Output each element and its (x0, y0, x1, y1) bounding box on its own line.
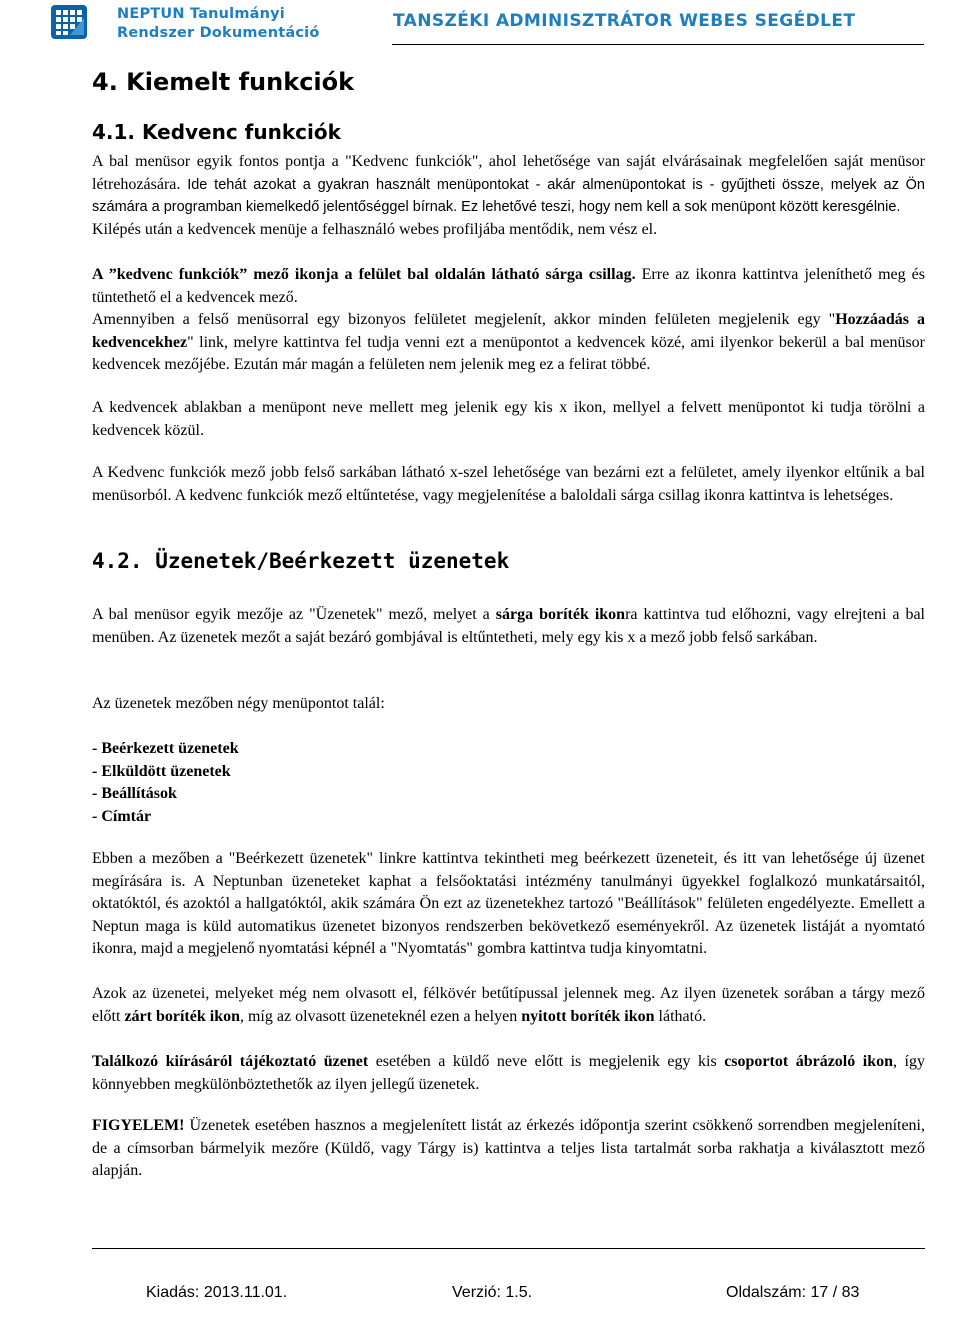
paragraph-kedvenc-exit (92, 219, 925, 242)
text: " link, melyre kattintva fel tudja venni ezt a menüpontot a kedvencek közé, ami ilyenkor bekerül a bal menüsor kedvencek mezőjébe. Ezután már magán a felületen nem jelenik meg ez a felirat többé. (92, 333, 925, 373)
text-bold: FIGYELEM! (92, 1117, 185, 1134)
text: Ide tehát azokat a gyakran használt menüpontokat - akár almenüpontokat is - gyűjtheti össze, melyek az Ön számára a programban kiemelkedő jelentőséggel bírnak. Ez lehetővé teszi, hogy nem kell a sok menüpont között keresgélnie. (92, 176, 925, 215)
list-item (92, 738, 925, 761)
paragraph-kedvenc-close (92, 462, 925, 507)
list-item-label: Elküldött üzenetek (101, 762, 231, 780)
menu-item-list (92, 738, 925, 828)
neptun-logo-icon (50, 4, 88, 40)
text: Ebben a mezőben a "Beérkezett üzenetek" linkre kattintva tekintheti meg beérkezett üzeneteit, és itt van lehetősége új üzenet megírására is. A Neptunban üzeneteket kaphat a felsőoktatási intézmény tanulmányi ügyekkel foglalkozó munkatársaitól, oktatóktól, és azoktól a hallgatóktól, akik számára Ön ezt az üzenetekhez tartozó "Beállítások" felületen engedélyezte. Emellett a Neptun maga is küld automatikus üzenetet bizonyos rendszerben bekövetkező eseményekről. Az üzenetek listáját a nyomtató ikonra, majd a megjelenő nyomtatási képnél a "Nyomtatás" gombra kattintva tudja kinyomtatni. (92, 850, 925, 957)
brand-name (117, 5, 319, 43)
list-item-label: Címtár (101, 807, 152, 825)
footer-version: Verzió: 1.5. (452, 1284, 533, 1301)
list-prefix: - (92, 740, 102, 757)
list-item-label: Beérkezett üzenetek (101, 740, 239, 757)
text-bold: A ”kedvenc funkciók” mező ikonja a felület bal oldalán látható sárga csillag. (92, 266, 636, 283)
text: Amennyiben a felső menüsorral egy bizonyos felületet megjelenít, akkor minden felületen megjelenik egy " (92, 311, 836, 328)
text-bold: Találkozó kiírásáról tájékoztató üzenet (92, 1053, 369, 1070)
text: A kedvencek ablakban a menüpont neve mellett meg jelenik egy kis x ikon, mellyel a felvett menüpontot ki tudja törölni a kedvencek közül. (92, 399, 925, 439)
paragraph-kedvenc-add (92, 309, 925, 377)
header-title: TANSZÉKI ADMINISZTRÁTOR WEBES SEGÉDLET (393, 11, 856, 31)
list-prefix: - (92, 785, 102, 802)
list-prefix: - (92, 807, 102, 825)
text-bold: csoportot ábrázoló ikon (724, 1053, 894, 1070)
paragraph-uzenetek-intro (92, 604, 925, 649)
text: Azok az üzenetei, melyeket még nem olvasott el, félkövér betűtípussal jelennek meg. Az ilyen üzenetek sorában a tárgy mező előtt (92, 985, 925, 1025)
footer-page-number: Oldalszám: 17 / 83 (726, 1284, 860, 1301)
paragraph-uzenetek-menu (92, 693, 925, 716)
text: Az üzenetek mezőben négy menüpontot talál: (92, 695, 385, 712)
text: Kilépés után a kedvencek menüje a felhasználó webes profiljába mentődik, nem vész el. (92, 221, 658, 238)
paragraph-olvasatlan (92, 983, 925, 1028)
brand-line-1: NEPTUN Tanulmányi (117, 6, 285, 22)
text: Üzenetek esetében hasznos a megjelenített listát az érkezés időpontja szerint csökkenő sorrendben megjeleníteni, de a címsorban bármelyik mezőre (Küldő, vagy Tárgy is) kattintva a teljes lista tartalmát sorba rakhatja a kiválasztott mező alapján. (92, 1117, 925, 1179)
header-divider (392, 44, 924, 45)
section-title: 4. Kiemelt funkciók (92, 68, 355, 96)
list-item (92, 761, 925, 784)
list-item (92, 806, 925, 829)
text: A bal menüsor egyik fontos pontja a "Kedvenc funkciók", ahol lehetősége van saját elvárásainak megfelelően saját menüsor létrehozására. (92, 153, 925, 193)
list-item (92, 783, 925, 806)
text: ra kattintva tud előhozni, vagy elrejteni a bal menüben. Az üzenetek mezőt a saját bezáró gombjával is eltűntetheti, mely egy kis x a mező jobb felső sarkában. (92, 606, 925, 646)
text: A bal menüsor egyik mezője az "Üzenetek" mező, melyet a (92, 606, 496, 623)
paragraph-kedvenc-intro (92, 151, 925, 219)
paragraph-beerkezett (92, 848, 925, 961)
text: Erre az ikonra kattintva jeleníthető meg és tüntethető el a kedvencek mező. (92, 266, 926, 306)
list-prefix: - (92, 762, 102, 780)
paragraph-kedvenc-remove (92, 397, 925, 442)
paragraph-talalkozo (92, 1051, 925, 1096)
text-bold: zárt boríték ikon (124, 1007, 240, 1025)
text: A Kedvenc funkciók mező jobb felső sarkában látható x-szel lehetősége van bezárni ezt a felületet, amely ilyenkor eltűnik a bal menüsorból. A kedvenc funkciók mező eltűntetése, vagy megjelenítése a baloldali sárga csillag ikonra kattintva is lehetséges. (92, 464, 925, 504)
brand-line-2: Rendszer Dokumentáció (117, 25, 320, 41)
text-bold: Hozzáadás a kedvencekhez (92, 311, 925, 351)
list-item-label: Beállítások (101, 785, 177, 802)
subsection-title-4-2: 4.2. Üzenetek/Beérkezett üzenetek (92, 549, 510, 573)
subsection-title-4-1: 4.1. Kedvenc funkciók (92, 120, 341, 144)
paragraph-kedvenc-star (92, 264, 925, 309)
text: látható. (654, 1007, 707, 1025)
text: , míg az olvasott üzeneteknél ezen a helyen (239, 1007, 522, 1025)
text-bold: nyitott boríték ikon (521, 1007, 655, 1025)
paragraph-figyelem (92, 1115, 925, 1183)
text-bold: sárga boríték ikon (495, 606, 626, 623)
footer-divider (92, 1248, 925, 1249)
footer-edition: Kiadás: 2013.11.01. (146, 1284, 288, 1301)
text: , így könnyebben megkülönböztethetők az ilyen jellegű üzenetek. (92, 1053, 925, 1093)
text: esetében a küldő neve előtt is megjelenik egy kis (368, 1053, 725, 1070)
